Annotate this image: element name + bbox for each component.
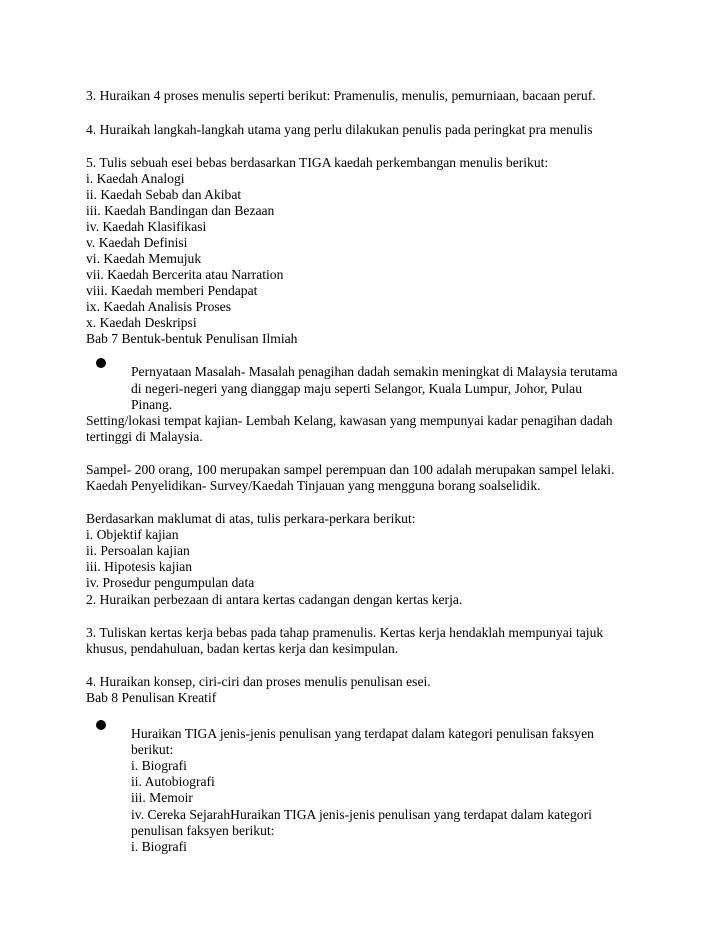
bullet-text-line: i. Biografi <box>131 839 187 854</box>
list-item: vi. Kaedah Memujuk <box>86 251 202 266</box>
bullet-text-line: Huraikan TIGA jenis-jenis penulisan yang terdapat dalam kategori penulisan faksyen <box>131 726 594 741</box>
bullet-text-line: di negeri-negeri yang dianggap maju seperti Selangor, Kuala Lumpur, Johor, Pulau <box>131 381 582 396</box>
list-item: v. Kaedah Definisi <box>86 235 188 250</box>
berdasarkan-line: Berdasarkan maklumat di atas, tulis perkara-perkara berikut: <box>86 511 416 526</box>
chapter-7-heading: Bab 7 Bentuk-bentuk Penulisan Ilmiah <box>86 331 298 346</box>
setting-line: tertinggi di Malaysia. <box>86 429 203 444</box>
question-konsep-esei: 4. Huraikan konsep, ciri-ciri dan proses menulis penulisan esei. <box>86 674 431 689</box>
list-item: vii. Kaedah Bercerita atau Narration <box>86 267 284 282</box>
bullet-text-line: Pernyataan Masalah- Masalah penagihan dadah semakin meningkat di Malaysia terutama <box>131 364 618 379</box>
bullet-text-line: iii. Memoir <box>131 790 193 805</box>
kaedah-penyelidikan-line: Kaedah Penyelidikan- Survey/Kaedah Tinjauan yang mengguna borang soalselidik. <box>86 478 541 493</box>
bullet-text-line: iv. Cereka SejarahHuraikan TIGA jenis-jenis penulisan yang terdapat dalam kategori <box>131 807 592 822</box>
list-item: iv. Kaedah Klasifikasi <box>86 219 207 234</box>
list-item: ii. Persoalan kajian <box>86 543 190 558</box>
bullet-text-line: penulisan faksyen berikut: <box>131 823 275 838</box>
list-item: ix. Kaedah Analisis Proses <box>86 299 231 314</box>
sampel-line: Sampel- 200 orang, 100 merupakan sampel perempuan dan 100 adalah merupakan sampel lelaki. <box>86 462 615 477</box>
chapter-8-heading: Bab 8 Penulisan Kreatif <box>86 690 217 705</box>
question-proses-menulis: 3. Huraikan 4 proses menulis seperti berikut: Pramenulis, menulis, pemurniaan, bacaan peruf. <box>86 88 596 103</box>
question-kertas-kerja-line: 3. Tuliskan kertas kerja bebas pada tahap pramenulis. Kertas kerja hendaklah mempunyai tajuk <box>86 625 604 640</box>
list-item: iii. Hipotesis kajian <box>86 559 193 574</box>
question-langkah-pra-menulis: 4. Huraikah langkah-langkah utama yang perlu dilakukan penulis pada peringkat pra menulis <box>86 122 593 137</box>
list-item: ii. Kaedah Sebab dan Akibat <box>86 187 242 202</box>
bullet-icon <box>96 720 106 730</box>
bullet-text-line: berikut: <box>131 742 174 757</box>
question-perbezaan: 2. Huraikan perbezaan di antara kertas cadangan dengan kertas kerja. <box>86 592 463 607</box>
bullet-text-line: i. Biografi <box>131 758 187 773</box>
list-item: viii. Kaedah memberi Pendapat <box>86 283 258 298</box>
setting-line: Setting/lokasi tempat kajian- Lembah Kelang, kawasan yang mempunyai kadar penagihan dadah <box>86 413 613 428</box>
bullet-icon <box>96 358 106 368</box>
list-item: iv. Prosedur pengumpulan data <box>86 575 255 590</box>
bullet-text-line: Pinang. <box>131 397 173 412</box>
list-item: iii. Kaedah Bandingan dan Bezaan <box>86 203 275 218</box>
question-kertas-kerja-line: khusus, pendahuluan, badan kertas kerja dan kesimpulan. <box>86 641 399 656</box>
list-item: i. Kaedah Analogi <box>86 171 185 186</box>
question-esei-bebas: 5. Tulis sebuah esei bebas berdasarkan TIGA kaedah perkembangan menulis berikut: <box>86 155 549 170</box>
list-item: i. Objektif kajian <box>86 527 179 542</box>
bullet-text-line: ii. Autobiografi <box>131 774 215 789</box>
list-item: x. Kaedah Deskripsi <box>86 315 197 330</box>
